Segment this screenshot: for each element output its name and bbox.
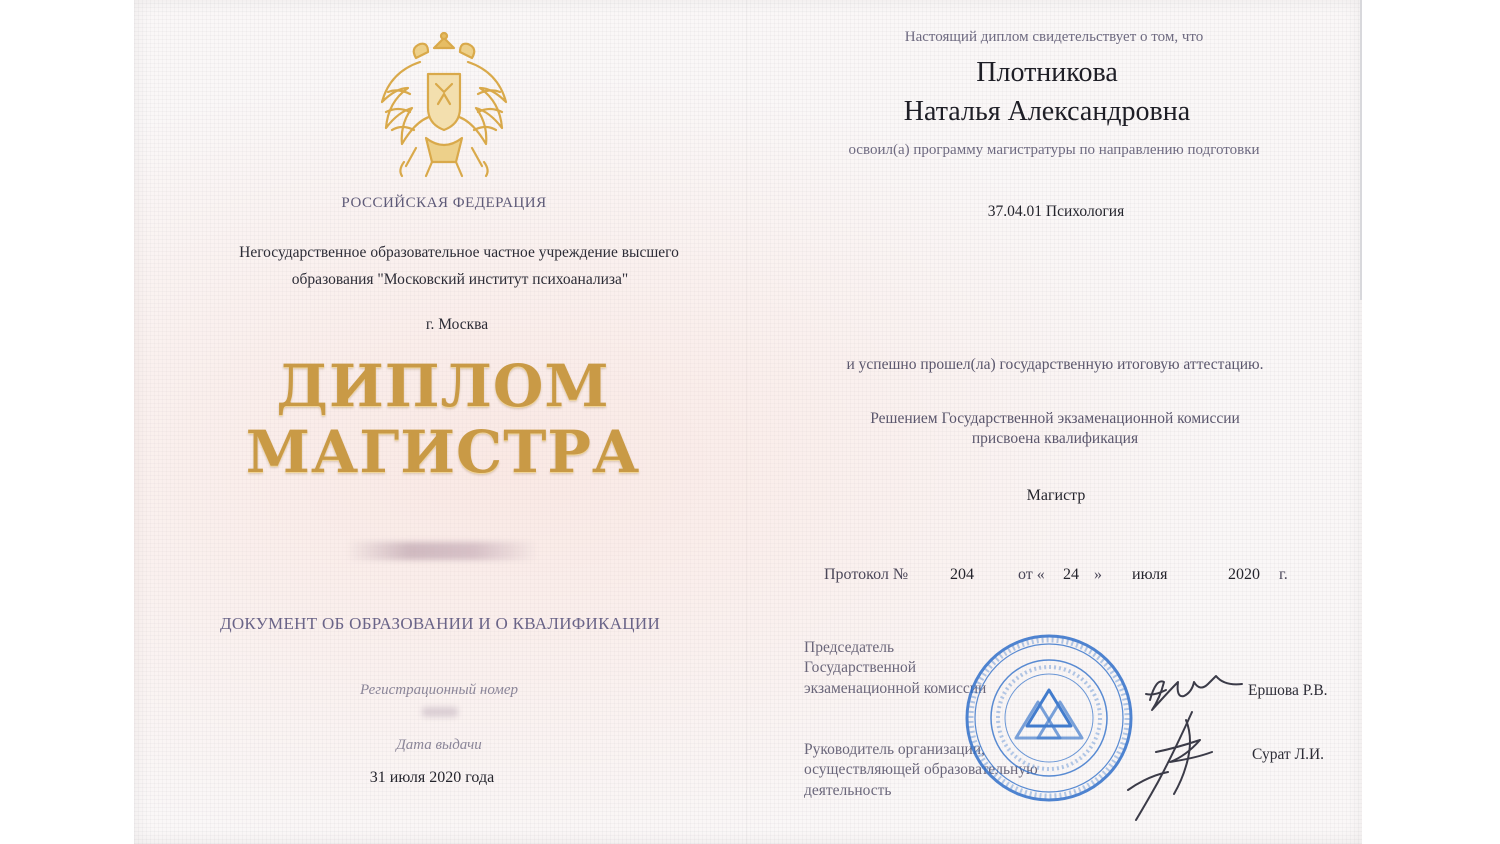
institution-name-line1: Негосударственное образовательное частное учреждение высшего <box>239 244 679 261</box>
page-edge <box>1360 0 1362 300</box>
diploma-title-line2: МАГИСТРА <box>245 418 641 486</box>
chair-title-line3: экзаменационной комиссии <box>804 680 987 697</box>
qualification: Магистр <box>1026 487 1086 504</box>
program-code-name: 37.04.01 Психология <box>987 203 1125 220</box>
attestation-statement: и успешно прошел(ла) государственную итоговую аттестацию. <box>846 356 1264 373</box>
country-heading: РОССИЙСКАЯ ФЕДЕРАЦИЯ <box>341 195 547 211</box>
diploma-title-line1: ДИПЛОМ <box>276 352 610 420</box>
handwritten-signatures <box>1126 660 1248 824</box>
head-name: Сурат Л.И. <box>1252 746 1325 763</box>
registration-number-label: Регистрационный номер <box>359 682 519 698</box>
protocol-from-label: от « <box>1018 566 1045 583</box>
protocol-month: июля <box>1132 566 1168 583</box>
program-statement: освоил(а) программу магистратуры по направлению подготовки <box>848 142 1260 158</box>
issue-date-label: Дата выдачи <box>396 737 482 753</box>
document-type: ДОКУМЕНТ ОБ ОБРАЗОВАНИИ И О КВАЛИФИКАЦИИ <box>219 614 661 633</box>
institution-name-line2: образования "Московский институт психоанализа" <box>291 271 629 288</box>
protocol-label: Протокол № <box>824 566 909 583</box>
head-title-line2: осуществляющей образовательную <box>804 761 1038 778</box>
protocol-year-suffix: г. <box>1279 566 1288 583</box>
graduate-given-names: Наталья Александровна <box>903 96 1191 127</box>
chair-title-line1: Председатель <box>804 639 895 656</box>
chair-name: Ершова Р.В. <box>1248 682 1328 699</box>
commission-decision-line2: присвоена квалификация <box>971 430 1139 447</box>
graduate-surname: Плотникова <box>976 57 1118 88</box>
commission-decision-line1: Решением Государственной экзаменационной комиссии <box>870 410 1240 427</box>
redacted-serial-number <box>346 542 538 560</box>
certification-statement: Настоящий диплом свидетельствует о том, что <box>904 29 1204 45</box>
head-title-line3: деятельность <box>804 782 892 799</box>
redacted-registration-number <box>422 707 458 717</box>
issue-date: 31 июля 2020 года <box>369 769 495 786</box>
institution-seal-stamp-icon <box>964 632 1134 804</box>
protocol-close-quote: » <box>1094 566 1102 583</box>
chair-title-line2: Государственной <box>804 659 917 676</box>
city: г. Москва <box>425 316 489 333</box>
head-title-line1: Руководитель организации, <box>804 741 985 758</box>
protocol-day: 24 <box>1063 566 1079 583</box>
page-fold <box>746 0 748 844</box>
protocol-year: 2020 <box>1228 566 1260 583</box>
protocol-number: 204 <box>950 566 974 583</box>
double-headed-eagle-emblem-icon <box>376 28 512 180</box>
